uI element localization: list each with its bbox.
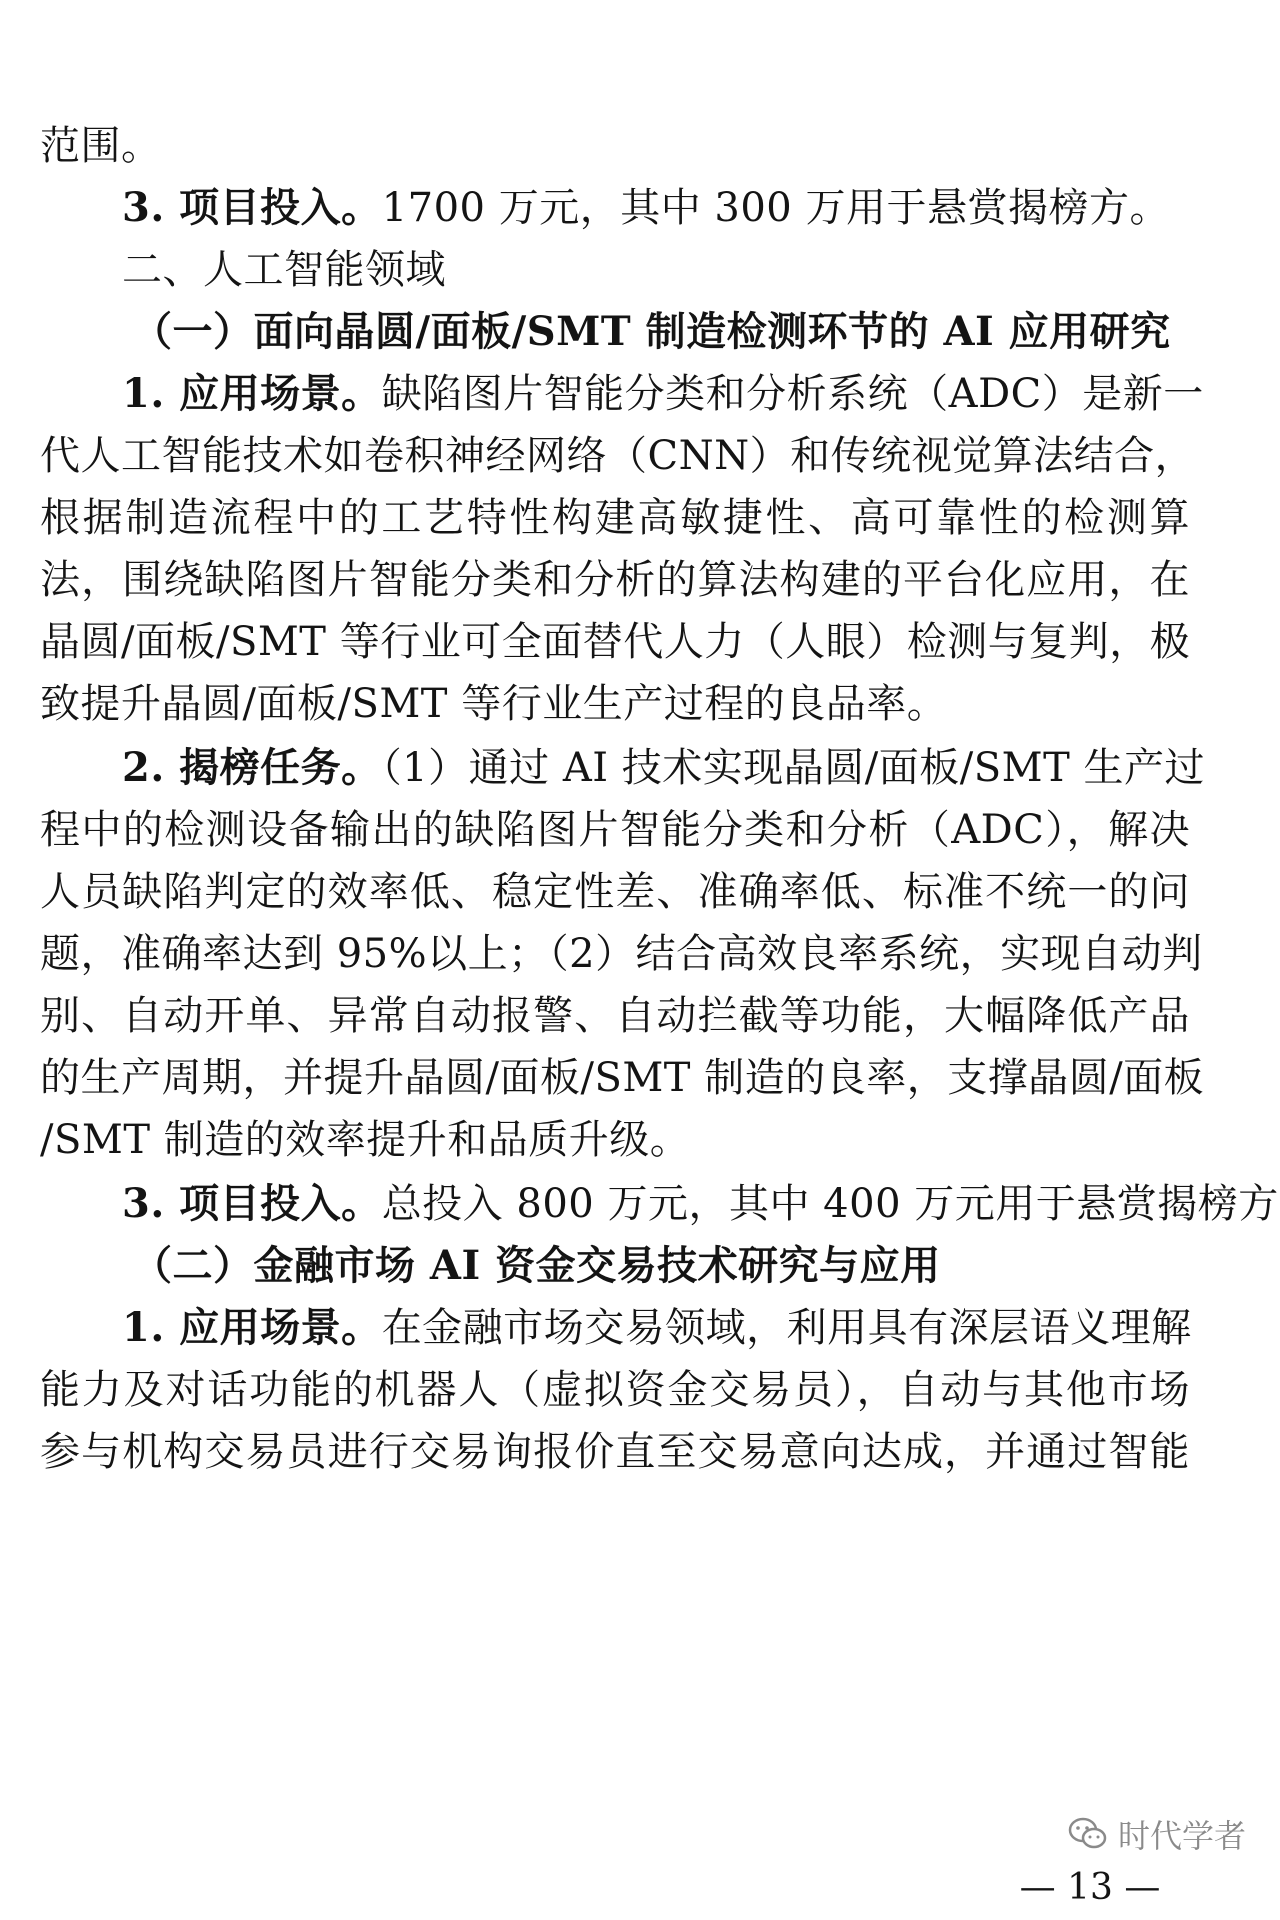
paragraph-line: 别、自动开单、异常自动报警、自动拦截等功能，大幅降低产品 xyxy=(40,993,1190,1039)
line-text: 在金融市场交易领域，利用具有深层语义理解 xyxy=(381,1305,1192,1351)
item-label: 1. 应用场景。 xyxy=(122,370,382,417)
paragraph-line: 题，准确率达到 95%以上；（2）结合高效良率系统，实现自动判 xyxy=(40,931,1203,977)
paragraph-line: 的生产周期，并提升晶圆/面板/SMT 制造的良率，支撑晶圆/面板 xyxy=(40,1055,1205,1101)
paragraph-line xyxy=(122,366,1204,422)
paragraph-line: 程中的检测设备输出的缺陷图片智能分类和分析（ADC），解决 xyxy=(40,807,1190,853)
paragraph-line: 晶圆/面板/SMT 等行业可全面替代人力（人眼）检测与复判，极 xyxy=(40,619,1191,665)
item-label: 1. 应用场景。 xyxy=(122,1304,382,1351)
item-label: 2. 揭榜任务。 xyxy=(122,744,382,791)
heading-text: （二）金融市场 AI 资金交易技术研究与应用 xyxy=(132,1242,941,1289)
page-number: — 13 — xyxy=(1019,1867,1161,1908)
paragraph-line: /SMT 制造的效率提升和品质升级。 xyxy=(40,1117,691,1163)
paragraph-line: 代人工智能技术如卷积神经网络（CNN）和传统视觉算法结合， xyxy=(40,433,1196,479)
subsection-heading xyxy=(132,304,1190,360)
project-investment-line xyxy=(122,1176,1279,1232)
watermark xyxy=(1068,1812,1246,1856)
line-text: （1）通过 AI 技术实现晶圆/面板/SMT 生产过 xyxy=(381,745,1205,791)
paragraph-line xyxy=(122,1300,1190,1356)
paragraph-line xyxy=(122,740,1205,796)
heading-text: （一）面向晶圆/面板/SMT 制造检测环节的 AI 应用研究 xyxy=(132,308,1171,355)
subsection-heading xyxy=(132,1238,1190,1294)
paragraph-line: 致提升晶圆/面板/SMT 等行业生产过程的良品率。 xyxy=(40,681,948,727)
line-text: 1700 万元，其中 300 万用于悬赏揭榜方。 xyxy=(381,185,1170,231)
line-text: 总投入 800 万元，其中 400 万元用于悬赏揭榜方 xyxy=(381,1181,1279,1227)
line-text: 缺陷图片智能分类和分析系统（ADC）是新一 xyxy=(381,371,1204,417)
wechat-icon xyxy=(1068,1817,1108,1851)
paragraph-line: 根据制造流程中的工艺特性构建高敏捷性、高可靠性的检测算 xyxy=(40,495,1190,541)
item-label: 3. 项目投入。 xyxy=(122,184,382,231)
line-text: 范围。 xyxy=(40,123,162,169)
paragraph-line: 参与机构交易员进行交易询报价直至交易意向达成，并通过智能 xyxy=(40,1429,1190,1475)
project-investment-line xyxy=(122,180,1190,236)
heading-text: 二、人工智能领域 xyxy=(122,247,446,293)
paragraph-line: 法，围绕缺陷图片智能分类和分析的算法构建的平台化应用，在 xyxy=(40,557,1190,603)
section-heading xyxy=(122,242,1190,298)
paragraph-line: 能力及对话功能的机器人（虚拟资金交易员），自动与其他市场 xyxy=(40,1367,1190,1413)
paragraph-line: 人员缺陷判定的效率低、稳定性差、准确率低、标准不统一的问 xyxy=(40,869,1190,915)
watermark-text: 时代学者 xyxy=(1118,1817,1247,1855)
paragraph-line xyxy=(40,118,1190,174)
item-label: 3. 项目投入。 xyxy=(122,1180,382,1227)
